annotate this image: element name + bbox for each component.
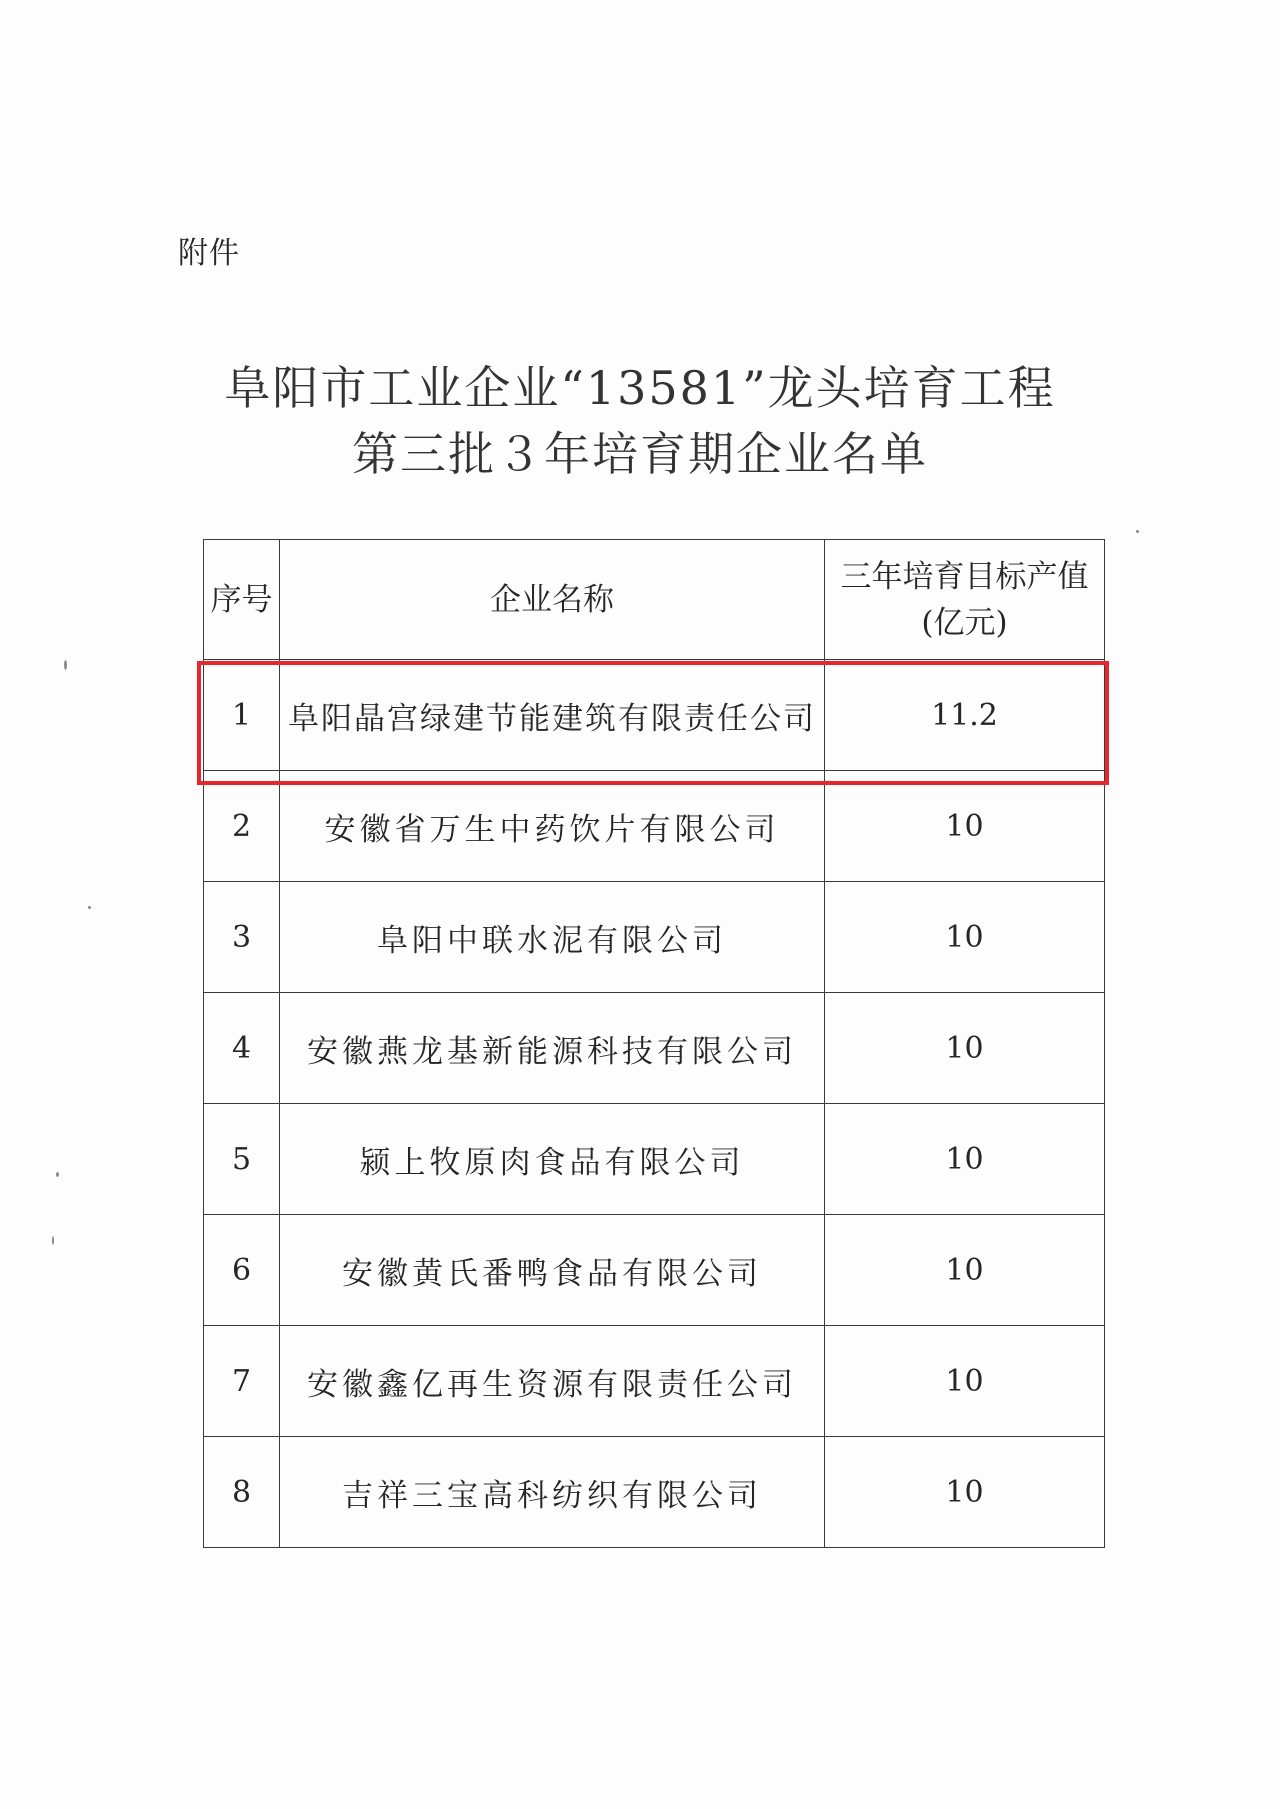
row-name: 阜阳中联水泥有限公司 (280, 882, 825, 993)
header-value-line-1: 三年培育目标产值 (840, 558, 1089, 595)
row-index: 3 (204, 882, 280, 993)
row-value: 10 (825, 1326, 1105, 1437)
row-index: 1 (204, 660, 280, 771)
row-index: 6 (204, 1215, 280, 1326)
table-row (204, 1215, 1105, 1326)
table-row (204, 993, 1105, 1104)
row-name: 吉祥三宝高科纺织有限公司 (280, 1437, 825, 1548)
row-value: 11.2 (825, 660, 1105, 771)
header-index: 序号 (204, 540, 280, 660)
row-index: 7 (204, 1326, 280, 1437)
row-name: 阜阳晶宫绿建节能建筑有限责任公司 (280, 660, 825, 771)
scan-speck (1136, 530, 1139, 533)
document-title-line-1: 阜阳市工业企业“13581”龙头培育工程 (224, 361, 1056, 415)
scan-speck (64, 660, 67, 670)
row-name: 安徽黄氏番鸭食品有限公司 (280, 1215, 825, 1326)
row-value: 10 (825, 993, 1105, 1104)
table-header-row (204, 540, 1105, 660)
document-title-line-2: 第三批３年培育期企业名单 (352, 427, 928, 481)
table-row (204, 1437, 1105, 1548)
header-name: 企业名称 (280, 540, 825, 660)
row-value: 10 (825, 882, 1105, 993)
row-value: 10 (825, 1437, 1105, 1548)
enterprise-table-container (203, 539, 1104, 1548)
table-row (204, 660, 1105, 771)
attachment-label: 附件 (178, 236, 240, 271)
header-value (825, 540, 1105, 660)
row-value: 10 (825, 1215, 1105, 1326)
table-row (204, 1326, 1105, 1437)
row-name: 安徽鑫亿再生资源有限责任公司 (280, 1326, 825, 1437)
row-value: 10 (825, 1104, 1105, 1215)
row-index: 5 (204, 1104, 280, 1215)
row-index: 4 (204, 993, 280, 1104)
header-value-line-2: (亿元) (921, 604, 1008, 641)
scan-speck (52, 1236, 54, 1245)
row-name: 安徽燕龙基新能源科技有限公司 (280, 993, 825, 1104)
row-index: 8 (204, 1437, 280, 1548)
row-name: 颍上牧原肉食品有限公司 (280, 1104, 825, 1215)
scan-speck (56, 1172, 59, 1177)
table-row (204, 771, 1105, 882)
row-value: 10 (825, 771, 1105, 882)
row-name: 安徽省万生中药饮片有限公司 (280, 771, 825, 882)
scan-speck (88, 906, 91, 909)
enterprise-table (203, 539, 1105, 1548)
row-index: 2 (204, 771, 280, 882)
table-row (204, 882, 1105, 993)
table-row (204, 1104, 1105, 1215)
